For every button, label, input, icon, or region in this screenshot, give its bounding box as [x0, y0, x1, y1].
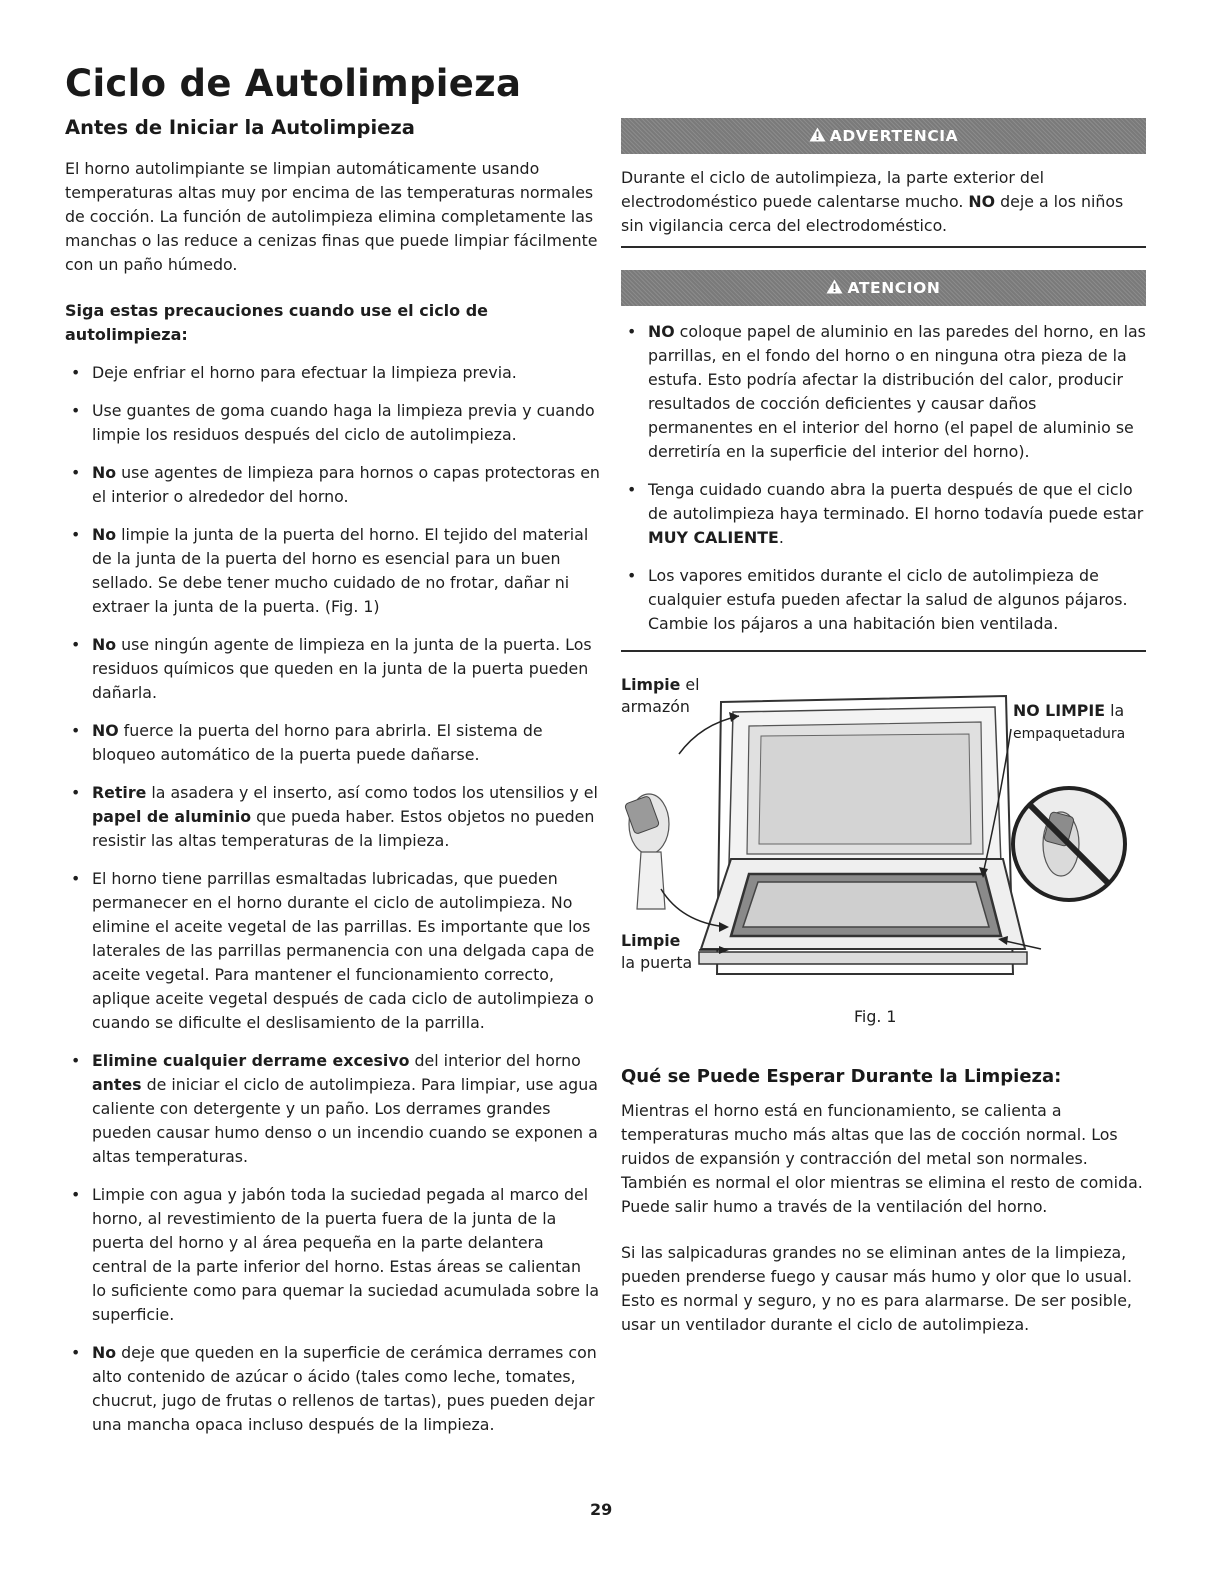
list-item: [621, 320, 1146, 464]
bullet-text: use ningún agente de limpieza en la junta de la puerta. Los residuos químicos que queden en la junta de la puerta pueden dañarla.: [92, 635, 592, 702]
label-emphasis: Limpie: [621, 931, 681, 950]
bullet-text: coloque papel de aluminio en las paredes del horno, en las parrillas, en el fondo del horno o en ninguna otra pieza de la estufa. Esto podría afectar la distribución del calor, producir resultados de cocción deficientes y causar daños permanentes en el interior del horno (el papel de aluminio se derretiría en la superficie del interior del horno).: [648, 322, 1146, 461]
label-emphasis: Limpie: [621, 675, 681, 694]
section-heading-before-cleaning: Antes de Iniciar la Autolimpieza: [65, 116, 415, 139]
bullet-text: Tenga cuidado cuando abra la puerta después de que el ciclo de autolimpieza haya terminado. El horno todavía puede estar: [648, 480, 1144, 523]
label-clean-frame: [621, 674, 700, 718]
list-item: [65, 523, 600, 619]
list-item: [65, 719, 600, 767]
bullet-text: Limpie con agua y jabón toda la suciedad pegada al marco del horno, al revestimiento de la puerta fuera de la junta de la puerta del horno y al área pequeña en la parte delantera central de la parte inferior del horno. Estas áreas se calientan lo suficiente como para quemar la suciedad acumulada sobre la superficie.: [92, 1185, 600, 1324]
list-item: [621, 478, 1146, 550]
caution-list: [621, 320, 1146, 636]
bullet-emphasis: Retire: [92, 783, 147, 802]
bullet-text: .: [778, 528, 784, 547]
warning-text-part: deje a los niños sin vigilancia cerca del electrodoméstico.: [621, 192, 1124, 235]
label-emphasis: NO LIMPIE: [1013, 701, 1106, 720]
bullet-emphasis: NO: [648, 322, 675, 341]
divider: [621, 650, 1146, 652]
label-text: el: [680, 675, 700, 694]
intro-paragraph: El horno autolimpiante se limpian automáticamente usando temperaturas altas muy por encima de las temperaturas normales de cocción. La función de autolimpieza elimina completamente las manchas o las reduce a cenizas finas que puede limpiar fácilmente con un paño húmedo.: [65, 159, 598, 274]
warning-emphasis: NO: [968, 192, 996, 211]
bullet-text: El horno tiene parrillas esmaltadas lubricadas, que pueden permanecer en el horno durante el ciclo de autolimpieza. No elimine el aceite vegetal de las parrillas. Es importante que los laterales de las parrillas permanencia con una delgada capa de aceite vegetal. Para mantener el funcionamiento correcto, aplique aceite vegetal después de cada ciclo de autolimpieza o cuando se dificulte el deslisamiento de la parrilla.: [92, 869, 595, 1032]
warning-banner: [621, 118, 1146, 154]
bullet-emphasis: No: [92, 525, 117, 544]
bullet-text: fuerce la puerta del horno para abrirla. El sistema de bloqueo automático de la puerta puede dañarse.: [92, 721, 543, 764]
label-text: la puerta: [621, 953, 693, 972]
list-item: [65, 461, 600, 509]
bullet-emphasis: No: [92, 635, 117, 654]
list-item: [65, 633, 600, 705]
bullet-emphasis: No: [92, 463, 117, 482]
list-item: [621, 564, 1146, 636]
bullet-text: Use guantes de goma cuando haga la limpieza previa y cuando limpie los residuos después del ciclo de autolimpieza.: [92, 401, 595, 444]
page-title: Ciclo de Autolimpieza: [65, 62, 522, 105]
during-paragraph-1: Mientras el horno está en funcionamiento, se calienta a temperaturas mucho más altas que las de cocción normal. Los ruidos de expansión y contracción del metal son normales. También es normal el olor mientras se elimina el resto de comida. Puede salir humo a través de la ventilación del horno.: [621, 1101, 1143, 1216]
figure-caption: Fig. 1: [854, 1007, 897, 1026]
list-item: [65, 361, 600, 385]
list-item: [65, 1183, 600, 1327]
label-text: empaquetadura: [1013, 726, 1126, 742]
list-item: [65, 1341, 600, 1437]
bullet-emphasis: MUY CALIENTE: [648, 528, 779, 547]
precautions-heading: Siga estas precauciones cuando use el ciclo de autolimpieza:: [65, 301, 489, 344]
warning-triangle-icon: [809, 127, 826, 146]
warning-box: [621, 118, 1146, 248]
divider: [621, 246, 1146, 248]
bullet-emphasis: papel de aluminio: [92, 807, 252, 826]
warning-triangle-icon: [826, 279, 843, 298]
bullet-text: deje que queden en la superficie de cerámica derrames con alto contenido de azúcar o ácido (tales como leche, tomates, chucrut, jugo de frutas o rellenos de tartas), pues pueden dejar una mancha opaca incluso después de la limpieza.: [92, 1343, 597, 1434]
warning-label: ADVERTENCIA: [829, 127, 959, 145]
bullet-text: Deje enfriar el horno para efectuar la limpieza previa.: [92, 363, 517, 382]
bullet-emphasis: NO: [92, 721, 119, 740]
bullet-emphasis: Elimine cualquier derrame excesivo: [92, 1051, 410, 1070]
during-paragraph-2: Si las salpicaduras grandes no se eliminan antes de la limpieza, pueden prenderse fuego y causar más humo y olor que lo usual. Esto es normal y seguro, y no es para alarmarse. De ser posible, usar un ventilador durante el ciclo de autolimpieza.: [621, 1243, 1133, 1334]
bullet-text: del interior del horno: [409, 1051, 581, 1070]
list-item: [65, 867, 600, 1035]
bullet-emphasis: No: [92, 1343, 117, 1362]
precautions-list: [65, 361, 600, 1437]
caution-box: [621, 270, 1146, 652]
label-text: armazón: [621, 697, 690, 716]
section-heading-during-cleaning: Qué se Puede Esperar Durante la Limpieza:: [621, 1066, 1062, 1087]
warning-text-part: Durante el ciclo de autolimpieza, la parte exterior del electrodoméstico puede calentarse mucho.: [621, 168, 1045, 211]
label-clean-door: [621, 930, 692, 974]
bullet-text: que pueda haber. Estos objetos no pueden resistir las altas temperaturas de la limpieza.: [92, 807, 595, 850]
bullet-text: la asadera y el inserto, así como todos los utensilios y el: [146, 783, 598, 802]
bullet-text: limpie la junta de la puerta del horno. El tejido del material de la junta de la puerta del horno es esencial para un buen sellado. Se debe tener mucho cuidado de no frotar, dañar ni extraer la junta de la puerta. (Fig. 1): [92, 525, 589, 616]
bullet-text: use agentes de limpieza para hornos o capas protectoras en el interior o alrededor del horno.: [92, 463, 600, 506]
bullet-text: Los vapores emitidos durante el ciclo de autolimpieza de cualquier estufa pueden afectar la salud de algunos pájaros. Cambie los pájaros a una habitación bien ventilada.: [648, 566, 1128, 633]
left-column: [65, 116, 600, 1451]
bullet-text: de iniciar el ciclo de autolimpieza. Para limpiar, use agua caliente con detergente y un paño. Los derrames grandes pueden causar humo denso o un incendio cuando se exponen a altas temperaturas.: [92, 1075, 598, 1166]
warning-text: [621, 166, 1146, 238]
list-item: [65, 781, 600, 853]
list-item: [65, 1049, 600, 1169]
oven-door-figure: [621, 674, 1146, 1034]
bullet-emphasis: antes: [92, 1075, 142, 1094]
label-text: la: [1105, 701, 1125, 720]
label-do-not-clean-gasket: [1013, 700, 1125, 745]
list-item: [65, 399, 600, 447]
caution-banner: [621, 270, 1146, 306]
right-column: [621, 118, 1146, 1337]
page-number: 29: [590, 1500, 613, 1519]
caution-label: ATENCION: [847, 279, 941, 297]
